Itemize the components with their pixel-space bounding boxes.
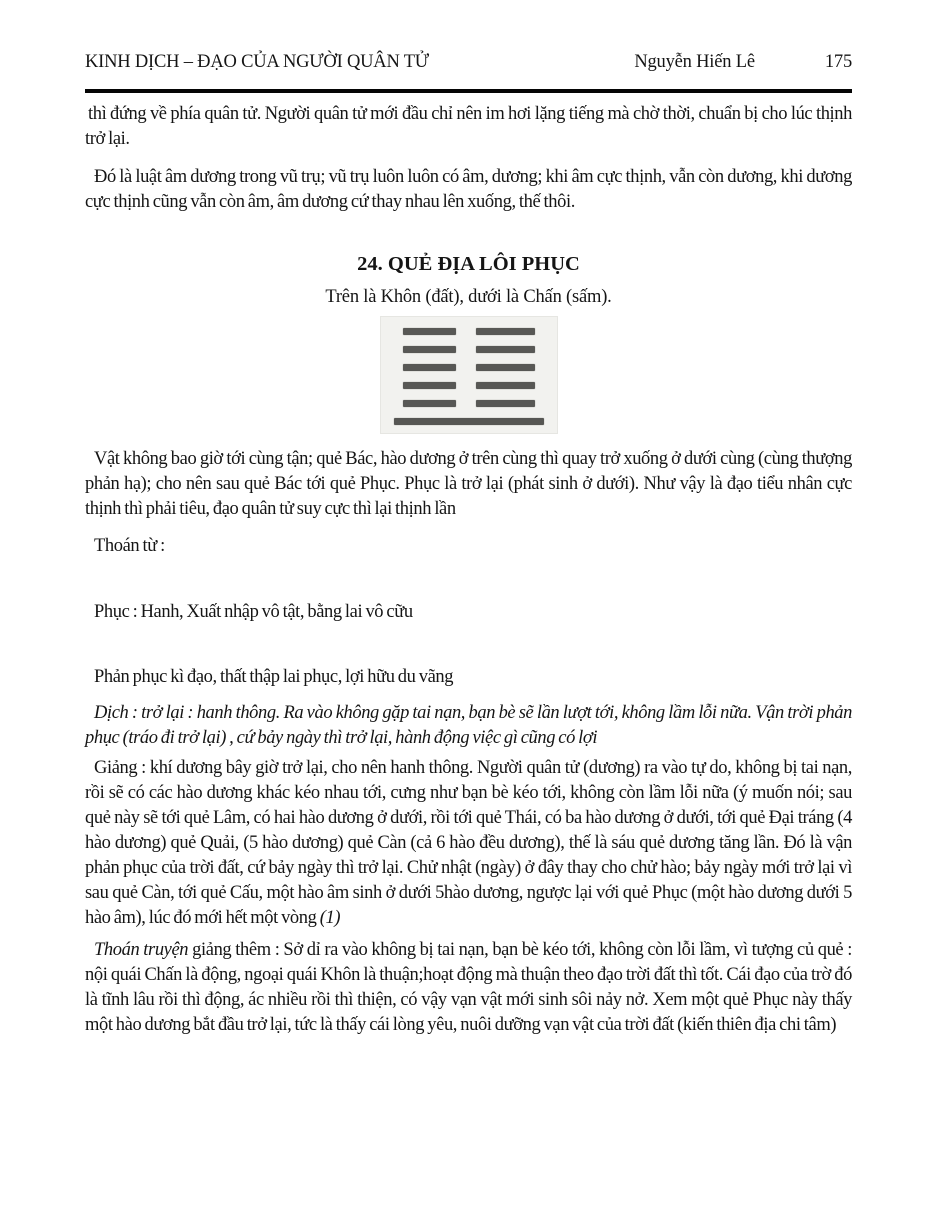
page-header [85,52,852,73]
running-title: KINH DỊCH – ĐẠO CỦA NGƯỜI QUÂN TỬ [85,52,429,72]
hexagram-figure [380,316,558,434]
broken-line-left-segment [403,328,456,335]
hexagram-line-broken [381,346,557,353]
thoan-truyen-lead: Thoán truyện [94,940,189,960]
broken-line-left-segment [403,346,456,353]
broken-line-right-segment [476,382,535,389]
broken-line-right-segment [476,400,535,407]
author-name: Nguyễn Hiến Lê [634,52,755,72]
broken-line-left-segment [403,382,456,389]
section-subtitle: Trên là Khôn (đất), dưới là Chấn (sấm). [325,287,612,307]
page-number: 175 [824,52,852,72]
broken-line-right-segment [476,328,535,335]
paragraph-dich-translation: Dịch : trở lại : hanh thông. Ra vào không gặp tai nạn, bạn bè sẽ lần lượt tới, không lầm lỗi nữa. Vận trời phản phục (tráo đi trở lại) , cứ bảy ngày thì trở lại, hành động việc gì cũng có lợi [85,703,852,748]
quote-phan-phuc: Phản phục kì đạo, thất thập lai phục, lợi hữu du vãng [94,667,454,687]
thoan-truyen-text: giảng thêm : Sở dỉ ra vào không bị tai nạn, bạn bè kéo tới, không còn lỗi lầm, vì tượng củ quẻ : nội quái Chấn là động, ngoại quái Khôn là thuận;hoạt động mà thuận theo đạo trời đất thì tốt. Cái đạo của trờ đó là tĩnh lâu rồi thì động, ác nhiều rồi thì thiện, có vậy vạn vật mới sinh sôi nảy nở. Xem một quẻ Phục này thấy một hào dương bắt đầu trở lại, tức là thấy cái lòng yêu, nuôi dưỡng vạn vật của trời đất (kiến thiên địa chi tâm) [85,940,852,1035]
hexagram-line-broken [381,382,557,389]
broken-line-left-segment [403,400,456,407]
paragraph-thoan-truyen [85,938,852,1038]
giang-text: Giảng : khí dương bây giờ trở lại, cho nên hanh thông. Người quân tử (dương) ra vào tự do, không bị tai nạn, rồi sẽ có các hào dương khác kéo nhau tới, cưng như bạn bè kéo tới, không còn lầm lỗi nữa (ý muốn nói; sau quẻ này sẽ tới quẻ Lâm, có hai hào dương ở dưới, rồi tới quẻ Thái, có ba hào dương ở dưới, tới quẻ Đại tráng (4 hào dương) quẻ Quải, (5 hào dương) quẻ Càn (cả 6 hào đều dương), thế là sáu quẻ dương tăng lần. Đó là vận phản phục của trời đất, cứ bảy ngày thì trở lại. Chử nhật (ngày) ở đây thay cho chử hào; bảy ngày mới trở lại vì sau quẻ Càn, tới quẻ Cấu, một hào âm sinh ở dưới 5hào dương, ngược lại với quẻ Phục (một hào dương dưới 5 hào âm), lúc đó mới hết một vòng [85,758,852,928]
hexagram-line-solid [381,418,557,425]
broken-line-right-segment [476,364,535,371]
paragraph-giang-commentary [85,756,852,931]
section-heading: 24. QUẺ ĐỊA LÔI PHỤC [357,253,580,275]
paragraph-intro: Vật không bao giờ tới cùng tận; quẻ Bác, hào dương ở trên cùng thì quay trở xuống ở dưới cùng (cùng thượng phản hạ); cho nên sau quẻ Bác tới quẻ Phục. Phục là trở lại (phát sinh ở dưới). Như vậy là đạo tiểu nhân cực thịnh thì phải tiêu, đạo quân tử suy cực thì lại thịnh lần [85,449,852,519]
hexagram-line-broken [381,364,557,371]
paragraph-continuation: thì đứng về phía quân tử. Người quân tử mới đầu chỉ nên im hơi lặng tiếng mà chờ thời, chuẩn bị cho lúc thịnh trở lại. [85,104,852,149]
header-rule [85,89,852,93]
paragraph-yin-yang-law: Đó là luật âm dương trong vũ trụ; vũ trụ luôn luôn có âm, dương; khi âm cực thịnh, vẫn còn dương, khi dương cực thịnh cũng vẫn còn âm, âm dương cứ thay nhau lên xuống, thế thôi. [85,167,852,212]
hexagram-line-broken [381,400,557,407]
thoan-tu-label: Thoán từ : [94,536,165,556]
solid-line-bar [394,418,544,425]
broken-line-right-segment [476,346,535,353]
broken-line-left-segment [403,364,456,371]
hexagram-line-broken [381,328,557,335]
footnote-reference: (1) [319,908,341,928]
quote-thoan-tu: Phục : Hanh, Xuất nhập vô tật, bằng lai vô cữu [94,602,413,622]
